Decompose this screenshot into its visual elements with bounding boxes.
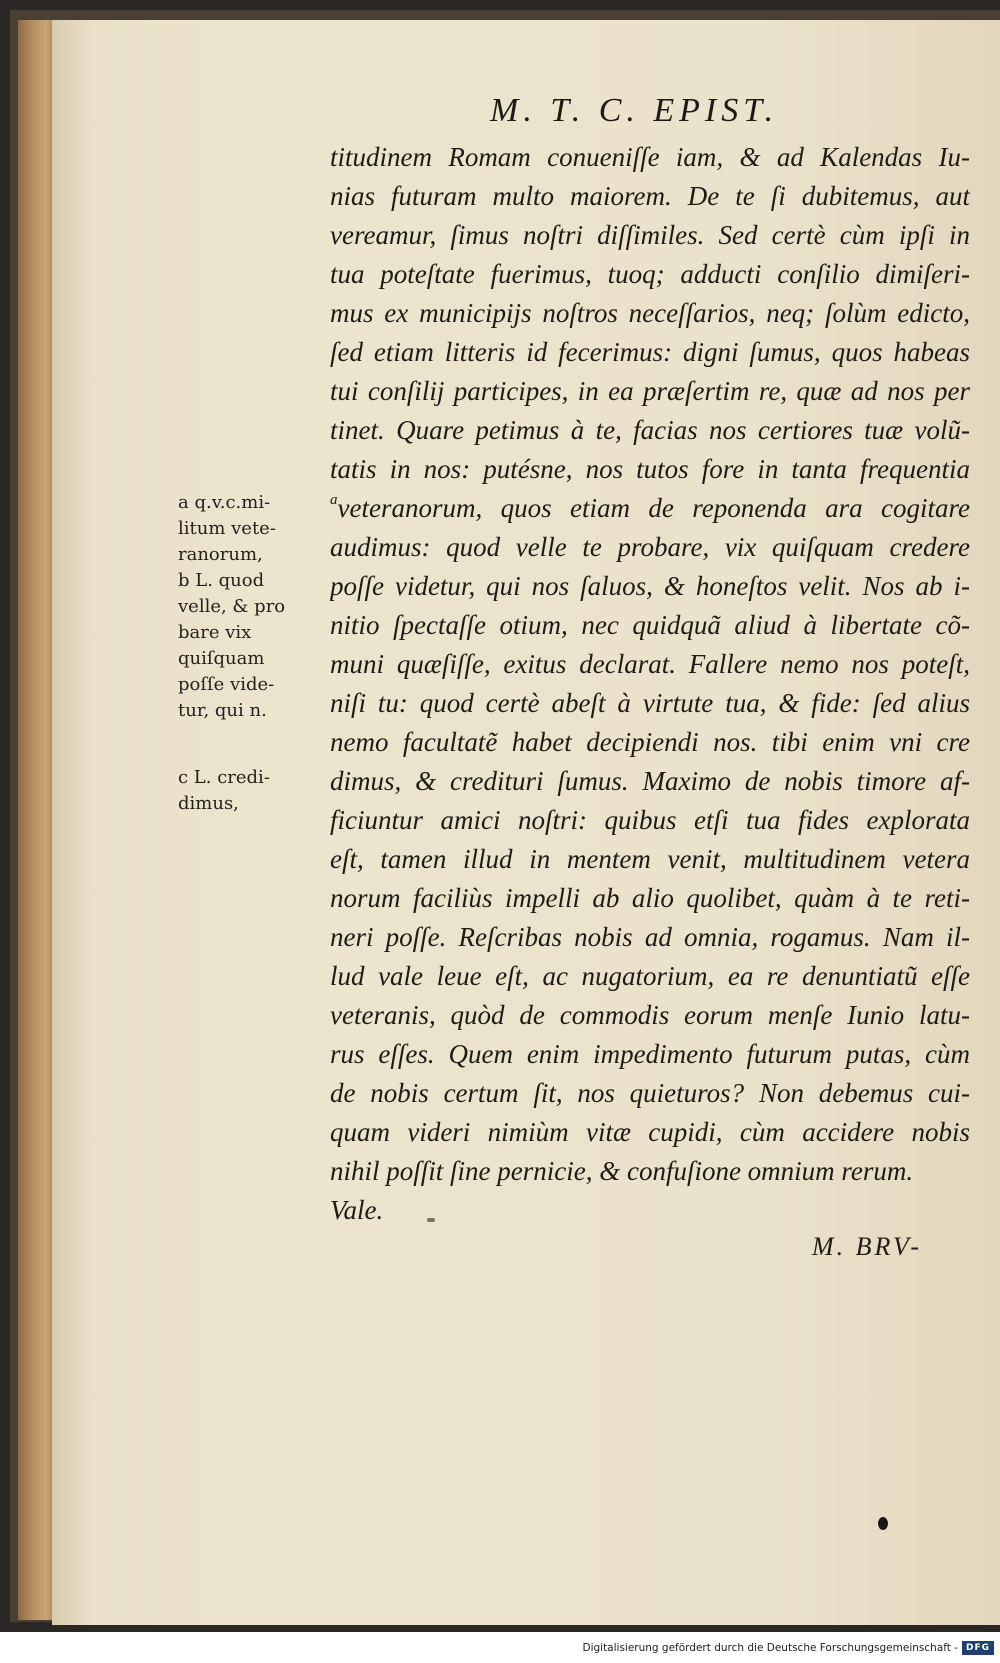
marginal-note-line: litum vete-	[178, 518, 276, 539]
marginal-note-line: bare vix	[178, 622, 252, 643]
marginal-note-line: dimus,	[178, 793, 239, 814]
letter-body-text	[330, 138, 970, 1230]
funding-credit: Digitalisierung gefördert durch die Deutsche Forschungsgemeinschaft -	[582, 1642, 958, 1654]
text-line: poſſe videtur, qui nos ſaluos, & honeſtos velit. Nos ab i-	[330, 571, 970, 601]
text-line-with-marker-c	[330, 723, 970, 762]
text-line-content: nemo facultatẽ habet decipiendi nos. tibi enim vni cre	[330, 727, 970, 757]
text-line-content: audimus: quod velle te probare, vix quiſquam credere	[330, 532, 970, 562]
text-line: mus ex municipijs noſtros neceſſarios, neq; ſolùm edicto,	[330, 298, 970, 328]
text-line: de nobis certum ſit, nos quieturos? Non debemus cui-	[330, 1078, 970, 1108]
marginal-note-line: tur, qui n.	[178, 700, 267, 721]
digitization-footer	[0, 1636, 1000, 1663]
text-line: titudinem Romam conueniſſe iam, & ad Kalendas Iu-	[330, 142, 970, 172]
text-line: muni quæſiſſe, exitus declarat. Fallere nemo nos poteſt,	[330, 649, 970, 679]
text-line: veteranis, quòd de commodis eorum menſe Iunio latu-	[330, 1000, 970, 1030]
text-line-closing: Vale.	[330, 1195, 384, 1225]
marginal-note-line: a q.v.c.mi-	[178, 492, 271, 513]
text-line: rus eſſes. Quem enim impedimento futurum putas, cùm	[330, 1039, 970, 1069]
marginal-note-line: velle, & pro	[178, 596, 286, 617]
text-line: nitio ſpectaſſe otium, nec quidquã aliud à libertate cõ-	[330, 610, 970, 640]
text-line: vereamur, ſimus noſtri diſſimiles. Sed certè cùm ipſi in	[330, 220, 970, 250]
text-line: niſi tu: quod certè abeſt à virtute tua, & fide: ſed alius	[330, 688, 970, 718]
text-line-with-marker-b	[330, 528, 970, 567]
dfg-logo-icon: DFG	[962, 1641, 994, 1655]
marginal-note-line: quiſquam	[178, 648, 265, 669]
text-line: tua poteſtate fuerimus, tuoq; adducti conſilio dimiſeri-	[330, 259, 970, 289]
text-line: nias futuram multo maiorem. De te ſi dubitemus, aut	[330, 181, 970, 211]
catchword: M. BRV-	[812, 1232, 923, 1261]
text-line: tinet. Quare petimus à te, facias nos certiores tuæ volũ-	[330, 415, 970, 445]
marginal-note-line: ranorum,	[178, 544, 263, 565]
text-line: ſed etiam litteris id fecerimus: digni ſumus, quos habeas	[330, 337, 970, 367]
text-line: neri poſſe. Reſcribas nobis ad omnia, rogamus. Nam il-	[330, 922, 970, 952]
marginal-note-line: c L. credi-	[178, 767, 270, 788]
text-line: ficiuntur amici noſtri: quibus etſi tua fides explorata	[330, 805, 970, 835]
marginal-note-line: b L. quod	[178, 570, 265, 591]
text-line-content: veteranorum, quos etiam de reponenda ara cogitare	[337, 493, 970, 523]
marginal-note-a	[178, 490, 285, 724]
ink-speck	[427, 1218, 435, 1222]
text-line: norum faciliùs impelli ab alio quolibet, quàm à te reti-	[330, 883, 970, 913]
running-head: M. T. C. EPIST.	[490, 92, 779, 129]
text-line: dimus, & credituri ſumus. Maximo de nobis timore af-	[330, 766, 970, 796]
note-marker-a: a	[330, 492, 338, 508]
text-line: eſt, tamen illud in mentem venit, multitudinem vetera	[330, 844, 970, 874]
text-line: tui conſilij participes, in ea præſertim re, quæ ad nos per	[330, 376, 970, 406]
marginal-note-line: poſſe vide-	[178, 674, 275, 695]
marginal-note-c	[178, 765, 270, 817]
text-line-content: lud vale leue eſt, ac nugatorium, ea re denuntiatũ eſſe	[330, 961, 970, 991]
text-line: nihil poſſit ſine pernicie, & confuſione omnium rerum.	[330, 1156, 914, 1186]
text-line-with-marker-a	[330, 489, 970, 528]
text-line-with-marker-1	[330, 957, 970, 996]
ink-blot	[878, 1517, 888, 1530]
text-line: tatis in nos: putésne, nos tutos fore in tanta frequentia	[330, 454, 970, 484]
text-line: quam videri nimiùm vitæ cupidi, cùm accidere nobis	[330, 1117, 970, 1147]
